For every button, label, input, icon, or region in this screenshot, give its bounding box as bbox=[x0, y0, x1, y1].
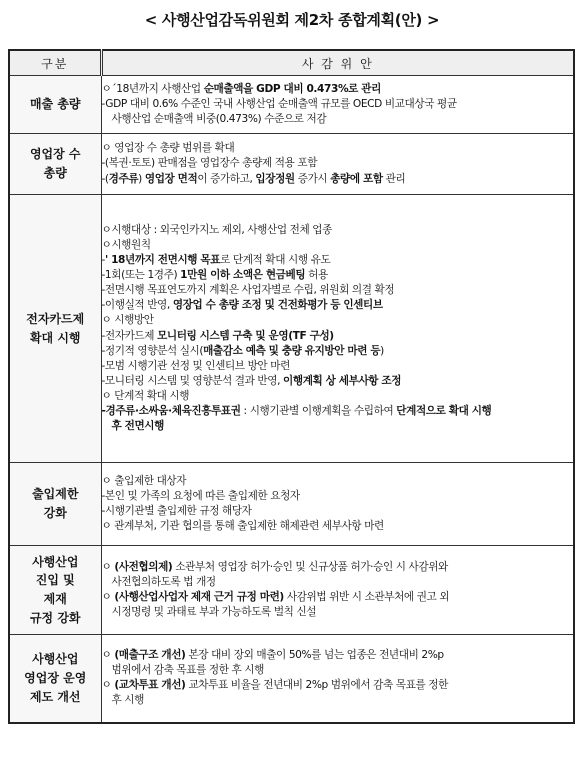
plain-text: 로 단계적 확대 시행 유도 bbox=[220, 254, 331, 267]
plain-text: -시행기관별 출입제한 규정 해당자 bbox=[101, 505, 252, 517]
row-content bbox=[101, 76, 574, 134]
category-line: 제도 개선 bbox=[29, 689, 81, 704]
content-line bbox=[102, 590, 574, 605]
category-line: 영업장 운영 bbox=[24, 670, 87, 685]
emphasis-text: 매출감소 예측 및 충량 유지방안 마련 등 bbox=[203, 344, 381, 357]
plain-text: 허용 bbox=[305, 269, 328, 282]
plain-text: ㅇ 출입제한 대상자 bbox=[101, 474, 187, 487]
plain-text: -( bbox=[101, 172, 109, 185]
content-line bbox=[102, 605, 574, 620]
content-line bbox=[102, 238, 574, 253]
plan-table bbox=[8, 49, 575, 724]
plain-text: ㅇ 단계적 확대 시행 bbox=[101, 389, 190, 402]
category-line: 제재 bbox=[43, 592, 67, 606]
plain-text: -(복권·토토) 판매점을 영업장수 총량제 적용 포함 bbox=[101, 157, 318, 170]
content-line bbox=[102, 313, 574, 328]
content-line bbox=[102, 519, 574, 534]
emphasis-text: 경주류 bbox=[108, 172, 139, 185]
content-line bbox=[102, 404, 574, 419]
content-line bbox=[102, 560, 574, 575]
emphasis-text: (매출구조 개선) bbox=[114, 649, 186, 662]
emphasis-text: (사행산업사업자 제재 근거 규정 마련) bbox=[114, 591, 284, 603]
plain-text: ) bbox=[138, 172, 145, 185]
category-line: 총량 bbox=[43, 166, 67, 180]
content-line bbox=[102, 97, 574, 112]
content-line bbox=[102, 82, 574, 97]
row-content bbox=[101, 635, 574, 723]
content-line bbox=[102, 141, 574, 156]
table-row bbox=[9, 635, 574, 723]
plain-text: -정기적 영향분석 실시( bbox=[101, 344, 204, 357]
plain-text: 범위에서 감축 목표를 정한 후 시행 bbox=[111, 664, 265, 677]
plain-text: ㅇ시행대상 : 외국인카지노 제외, 사행산업 전체 업종 bbox=[101, 223, 332, 236]
plain-text: ㅇ시행원칙 bbox=[101, 238, 151, 251]
category-line: 규정 강화 bbox=[29, 610, 81, 625]
content-line bbox=[102, 172, 574, 187]
category-line: 강화 bbox=[43, 506, 67, 520]
row-category bbox=[9, 76, 101, 134]
content-line bbox=[102, 112, 574, 127]
content-line bbox=[102, 253, 574, 268]
emphasis-text: (교차투표 개선) bbox=[114, 679, 186, 692]
plain-text: ㅇ 관계부처, 기관 협의를 통해 출입제한 해제관련 세부사항 마련 bbox=[101, 520, 384, 533]
plain-text: ㅇ 시행방안 bbox=[101, 314, 154, 327]
plain-text: -모니터링 시스템 및 영향분석 결과 반영, bbox=[101, 374, 284, 387]
emphasis-text: 입장정원 bbox=[255, 172, 295, 185]
plain-text: ㅇ bbox=[101, 649, 115, 662]
category-line: 전자카드제 bbox=[26, 311, 85, 326]
content-line bbox=[102, 419, 574, 434]
plain-text: -전면시행 목표연도까지 계획은 사업자별로 수립, 위원회 의결 확정 bbox=[101, 284, 395, 297]
table-row bbox=[9, 463, 574, 546]
content-line bbox=[102, 223, 574, 238]
row-content bbox=[101, 134, 574, 195]
plain-text: 소관부처 영업장 허가·승인 및 신규상품 허가·승인 시 사감위와 bbox=[172, 560, 448, 573]
plain-text: -전자카드제 bbox=[101, 329, 158, 342]
content-line bbox=[102, 374, 574, 389]
table-header-row bbox=[9, 50, 574, 76]
row-content bbox=[101, 546, 574, 635]
category-line: 확대 시행 bbox=[29, 330, 81, 345]
emphasis-text: 영장업 수 총량 조정 및 건전화평가 등 인센티브 bbox=[172, 299, 383, 312]
emphasis-text: 단계적으로 확대 시행 bbox=[396, 404, 492, 417]
emphasis-text: (사전협의제) bbox=[114, 560, 173, 573]
content-line bbox=[102, 663, 574, 678]
emphasis-text: 이행계획 상 세부사항 조정 bbox=[283, 374, 402, 387]
content-line bbox=[102, 268, 574, 283]
emphasis-text: 총량에 포함 bbox=[330, 172, 383, 185]
emphasis-text: -경주류·소싸움·체육진흥투표권 bbox=[101, 404, 241, 417]
content-line bbox=[102, 389, 574, 404]
row-category bbox=[9, 134, 101, 195]
content-line bbox=[102, 504, 574, 519]
row-category bbox=[9, 463, 101, 546]
content-line bbox=[102, 648, 574, 663]
emphasis-text: 1만원 이하 소액은 현금베팅 bbox=[180, 269, 306, 282]
plain-text: 교차투표 비율을 전년대비 2%p 범위에서 감축 목표를 정한 bbox=[185, 679, 448, 692]
plain-text: 관리 bbox=[382, 172, 406, 185]
plain-text: 후 시행 bbox=[111, 694, 144, 707]
content-line bbox=[102, 329, 574, 344]
row-category bbox=[9, 635, 101, 723]
content-line bbox=[102, 298, 574, 313]
plain-text: -이행실적 반영, bbox=[101, 299, 173, 312]
plain-text: -1회(또는 1경주) bbox=[101, 269, 181, 282]
table-row bbox=[9, 546, 574, 635]
plain-text: 시정명령 및 과태료 부과 가능하도록 벌칙 신설 bbox=[111, 606, 317, 619]
plain-text: ㅇ bbox=[101, 560, 115, 573]
row-category bbox=[9, 546, 101, 635]
emphasis-text: ' 18년까지 전면시행 목표 bbox=[104, 254, 221, 267]
plain-text: 사감위법 위반 시 소관부처에 권고 외 bbox=[283, 591, 450, 603]
plain-text: 본장 대비 장외 매출이 50%를 넘는 업종은 전년대비 2%p bbox=[185, 649, 444, 662]
emphasis-text: 모니터링 시스템 구축 및 운영(TF 구성) bbox=[157, 329, 334, 342]
plain-text: ) bbox=[380, 344, 384, 357]
plain-text: ㅇ 영업장 수 총량 범위를 확대 bbox=[101, 142, 235, 155]
emphasis-text: 순매출액을 GDP 대비 0.473%로 관리 bbox=[203, 82, 381, 95]
plain-text: 사행산업 순매출액 비중(0.473%) 수준으로 저감 bbox=[111, 113, 327, 126]
category-line: 매출 총량 bbox=[29, 97, 81, 112]
emphasis-text: 후 전면시행 bbox=[111, 420, 164, 433]
content-line bbox=[102, 489, 574, 504]
table-row bbox=[9, 195, 574, 463]
plain-text: -GDP 대비 0.6% 수준인 국내 사행산업 순매출액 규모를 OECD 비교대상국 평균 bbox=[101, 97, 457, 110]
emphasis-text: 영업장 면적 bbox=[144, 172, 198, 185]
plain-text: : 시행기관별 이행계획을 수립하여 bbox=[240, 404, 397, 417]
plain-text: 증가시 bbox=[294, 172, 331, 185]
plain-text: ㅇ bbox=[101, 591, 115, 603]
header-category: 구분 bbox=[9, 50, 101, 76]
category-line: 진입 및 bbox=[35, 573, 75, 588]
category-line: 사행산업 bbox=[32, 652, 79, 667]
content-line bbox=[102, 575, 574, 590]
table-row bbox=[9, 76, 574, 134]
plain-text: 사전협의하도록 법 개정 bbox=[111, 575, 216, 588]
content-line bbox=[102, 474, 574, 489]
plain-text: -모범 시행기관 선정 및 인센티브 방안 마련 bbox=[101, 359, 290, 372]
plain-text: -본인 및 가족의 요청에 따른 출입제한 요청자 bbox=[101, 489, 300, 502]
plain-text: 이 증가하고, bbox=[197, 172, 256, 185]
content-line bbox=[102, 283, 574, 298]
content-line bbox=[102, 156, 574, 171]
row-content bbox=[101, 195, 574, 463]
content-line bbox=[102, 678, 574, 693]
category-line: 영업장 수 bbox=[29, 147, 81, 162]
plain-text: ㅇ bbox=[101, 679, 115, 692]
header-content: 사 감 위 안 bbox=[101, 50, 574, 76]
content-line bbox=[102, 359, 574, 374]
table-row bbox=[9, 134, 574, 195]
page-title: < 사행산업감독위원회 제2차 종합계획(안) > bbox=[144, 11, 440, 29]
category-line: 출입제한 bbox=[32, 487, 79, 502]
row-category bbox=[9, 195, 101, 463]
row-content bbox=[101, 463, 574, 546]
category-line: 사행산업 bbox=[32, 554, 79, 569]
plain-text: - bbox=[101, 254, 105, 267]
plain-text: ㅇ´18년까지 사행산업 bbox=[101, 82, 204, 95]
content-line bbox=[102, 693, 574, 708]
content-line bbox=[102, 344, 574, 359]
